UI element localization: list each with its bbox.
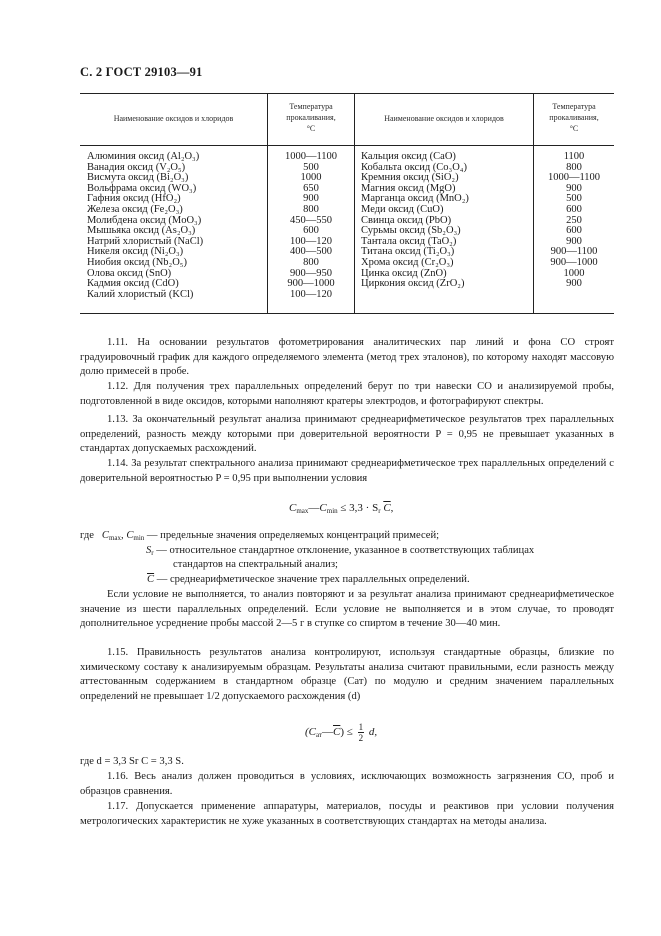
legend-var: S <box>146 544 152 556</box>
table-cell: 500 <box>566 193 582 205</box>
formula-op: — <box>308 502 320 514</box>
table-cell: Вольфрама оксид (WO₃) <box>87 182 197 194</box>
paragraph-1-11 <box>80 336 614 380</box>
legend-text: — среднеарифметическое значение трех параллельных определений. <box>154 573 470 585</box>
paragraph-text: 1.13. За окончательный результат анализа принимают среднеарифметическое результатов трех параллельных определений, разность между которыми при доверительной вероятности P = 0,95 не превышает указанных в стандартах допускаемых расхождений. <box>80 414 614 455</box>
table-cell: 900 <box>566 278 582 290</box>
table-cell: 900 <box>566 235 582 247</box>
right-temp-column <box>534 152 614 290</box>
table-cell: 1000 <box>300 172 322 184</box>
column-header-temp-left <box>268 101 354 134</box>
legend-text: — относительное стандартное отклонение, указанное в соответствующих таблицах <box>153 544 535 556</box>
table-cell: 1000—1100 <box>547 172 601 184</box>
formula-sub: ат <box>316 731 322 740</box>
column-header-temp-right <box>534 101 614 134</box>
table-cell: 650 <box>303 182 319 194</box>
table-cell: Висмута оксид (Bi₂O₃) <box>87 172 189 184</box>
legend-sep: , <box>121 530 127 541</box>
legend-line <box>80 558 614 573</box>
formula-op: ≤ <box>344 726 356 739</box>
table-cell: Железа оксид (Fe₂O₃) <box>87 203 183 215</box>
left-temp-column <box>268 152 354 300</box>
table-cell: Ванадия оксид (V₂O₅) <box>87 161 186 173</box>
legend-line <box>80 529 614 544</box>
formula-var: (C <box>305 726 316 739</box>
column-header-name-left: Наименование оксидов и хлоридов <box>113 114 234 123</box>
legend-line <box>80 573 614 588</box>
table-cell: Магния оксид (MgO) <box>361 182 456 194</box>
table-cell: Мышьяка оксид (As₂O₃) <box>87 225 196 237</box>
table-cell: 900 <box>566 182 582 194</box>
column-header-name-right: Наименование оксидов и хлоридов <box>384 114 504 123</box>
table-cell: Тантала оксид (TaO₂) <box>361 235 457 247</box>
table-cell: Алюминия оксид (Al₂O₃) <box>87 151 200 162</box>
left-name-column <box>87 152 267 300</box>
table-cell: 600 <box>566 203 582 215</box>
formula-op: , <box>390 502 394 514</box>
table-cell: 500 <box>303 161 319 173</box>
table-cell: Калий хлористый (KCl) <box>87 288 194 300</box>
paragraph-1-17 <box>80 800 614 829</box>
table-cell: 900 <box>303 193 319 205</box>
paragraph-text: 1.16. Весь анализ должен проводиться в условиях, исключающих возможность загрязнения СО, проб и образцов сравнения. <box>80 771 614 797</box>
table-cell: 800 <box>303 256 319 268</box>
table-cell: Титана оксид (Ti₂O₃) <box>361 246 455 258</box>
formula-var: d, <box>366 726 378 739</box>
table-cell: 900—1000 <box>550 256 598 268</box>
legend-text: — предельные значения определяемых концентраций примесей; <box>144 530 440 541</box>
paragraph-1-16 <box>80 770 614 799</box>
table-cell: 100—120 <box>290 235 332 247</box>
legend-sub: min <box>133 534 145 542</box>
legend-var: $\overline{C}$ <box>147 573 155 585</box>
paragraph-1-13 <box>80 413 614 457</box>
right-name-column <box>361 152 533 290</box>
formula-var: $\overline{C}$ <box>333 726 341 739</box>
column-header-line: Температура <box>289 102 333 111</box>
formula-sub: r <box>378 507 381 515</box>
table-cell: Свинца оксид (PbO) <box>361 214 452 226</box>
table-cell: 450—550 <box>290 214 332 226</box>
column-header-line: °С <box>306 124 316 133</box>
table-cell: 900—1000 <box>287 278 335 290</box>
oxides-table <box>80 93 614 314</box>
formula-sub: min <box>326 507 338 515</box>
legend-where: где <box>80 530 94 541</box>
column-header-line: Температура <box>552 102 596 111</box>
table-cell: Никеля оксид (Ni₂O₃) <box>87 246 184 258</box>
table-cell: 800 <box>303 203 319 215</box>
table-cell: Меди оксид (CuO) <box>361 203 444 215</box>
fraction-denominator: 2 <box>358 733 364 743</box>
table-cell: 1000—1100 <box>284 151 338 162</box>
legend-item <box>147 573 470 588</box>
table-cell: 400—500 <box>290 246 332 258</box>
column-header-line: °С <box>569 124 579 133</box>
paragraph-text: Если условие не выполняется, то анализ повторяют и за результат анализа принимают среднеарифметическое значение из шести параллельных определений. Если условие не выполняется и в этом случае, то проводят дополнительное усреднение пробы массой 2—5 г в ступке со спиртом в течение 30—40 мин. <box>80 589 614 630</box>
formula-op: — <box>322 726 333 739</box>
formula-op: ) <box>340 726 345 739</box>
formula-correctness <box>305 722 377 743</box>
column-header-line: прокаливания, <box>549 113 599 122</box>
where-d <box>80 755 614 770</box>
paragraph-text: 1.15. Правильность результатов анализа контролируют, используя стандартные образцы, близкие по химическому составу к анализируемым образцам. Результаты анализа считают правильными, если разность между аттестованным содержанием в стандартном образце (Cат) по модулю и средним значением параллельных определений не превышает 1/2 допускаемого расхождения (d) <box>80 647 614 702</box>
table-cell: Кадмия оксид (CdO) <box>87 278 179 290</box>
table-cell: Хрома оксид (Cr₂O₃) <box>361 256 454 268</box>
table-cell: Циркония оксид (ZrO₂) <box>361 278 465 290</box>
table-cell: Кобальта оксид (Co₃O₄) <box>361 161 467 173</box>
table-cell: Сурьмы оксид (Sb₂O₃) <box>361 225 461 237</box>
legend-var: C <box>101 530 109 541</box>
formula-var: C <box>289 502 297 514</box>
table-cell: 800 <box>566 161 582 173</box>
paragraph-text: 1.17. Допускается применение аппаратуры, материалов, посуды и реактивов при условии получения метрологических характеристик не хуже указанных в соответствующих стандартах на методы анализа. <box>80 801 614 827</box>
legend-sub: r <box>151 548 154 557</box>
column-header-line: прокаливания, <box>286 113 336 122</box>
table-cell: 250 <box>566 214 582 226</box>
table-cell: 100—120 <box>290 288 332 300</box>
fraction-numerator: 1 <box>358 722 364 732</box>
table-cell: Олова оксид (SnO) <box>87 267 172 279</box>
table-cell: Марганца оксид (MnO₂) <box>361 193 469 205</box>
paragraph-text: 1.12. Для получения трех параллельных определений берут по три навески СО и анализируемой пробы, подготовленной в виде оксидов, которыми наполняют кратеры электродов, и фотографируют спектры. <box>80 381 614 407</box>
legend-line <box>80 544 614 559</box>
legend-sub: max <box>108 534 122 542</box>
paragraph-1-15 <box>80 646 614 704</box>
table-cell: Натрий хлористый (NaCl) <box>87 235 204 247</box>
table-divider <box>354 93 355 314</box>
paragraph-1-12 <box>80 380 614 409</box>
table-cell: 600 <box>566 225 582 237</box>
table-cell: Ниобия оксид (Nb₂O₅) <box>87 256 187 268</box>
table-cell: Цинка оксид (ZnO) <box>361 267 447 279</box>
paragraph-1-14 <box>80 457 614 486</box>
table-cell: 1100 <box>563 151 585 162</box>
paragraph-text: 1.14. За результат спектрального анализа принимают среднеарифметическое трех параллельных определений с доверительной вероятностью P = 0,95 при выполнении условия <box>80 458 614 484</box>
table-cell: Гафния оксид (HfO₂) <box>87 193 181 205</box>
paragraph-text: 1.11. На основании результатов фотометрирования аналитических пар линий и фона СО строят градуировочный график для каждого определяемого элемента (метод трех эталонов), по которому находят массовую долю примесей в пробе. <box>80 337 614 378</box>
formula-legend <box>80 529 614 587</box>
table-cell: Молибдена оксид (MoO₃) <box>87 214 202 226</box>
table-cell: Кремния оксид (SiO₂) <box>361 172 459 184</box>
table-cell: 1000 <box>563 267 585 279</box>
legend-var: C <box>126 530 134 541</box>
paragraph-if-not <box>80 588 614 632</box>
formula-sub: max <box>296 507 309 515</box>
legend-text: стандартов на спектральный анализ; <box>173 559 338 571</box>
formula-fraction <box>358 722 365 743</box>
formula-var: $\overline{C}$ <box>383 502 391 514</box>
formula-op: ≤ 3,3 · S <box>337 502 379 514</box>
table-cell: Кальция оксид (CaO) <box>361 151 456 162</box>
table-cell: 900—1100 <box>550 246 598 258</box>
page-header: С. 2 ГОСТ 29103—91 <box>80 65 203 79</box>
formula-condition <box>289 502 393 515</box>
formula-var: C <box>319 502 327 514</box>
table-cell: 900—950 <box>290 267 332 279</box>
table-cell: 600 <box>303 225 319 237</box>
where-text: где d = 3,3 Sr C = 3,3 S. <box>80 756 184 767</box>
